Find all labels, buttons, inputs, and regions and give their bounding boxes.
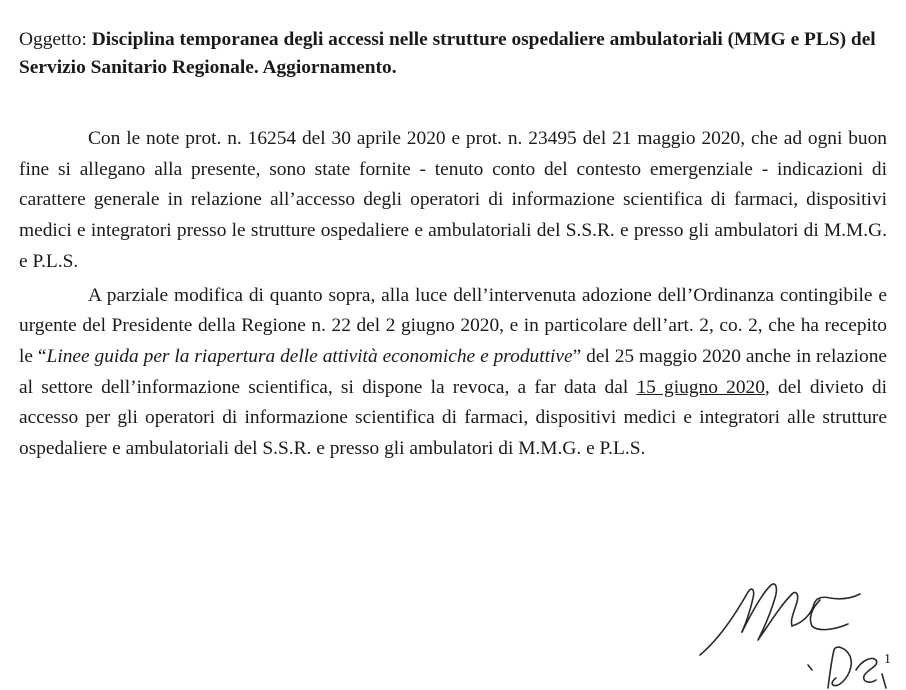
paragraph-2-part-1: A parziale modifica di quanto sopra, alla luce dell’intervenuta adozione dell’Ordinanza contingibile e urgente del Presidente della Regione n. 22 del 2 giugno 2020, e in particolare dell’art. 2, co. 2, che ha recepito le “: [19, 284, 887, 367]
document-body: [19, 124, 887, 468]
subject-label: Oggetto:: [19, 29, 92, 50]
paragraph-2-part-2: ” del 25 maggio 2020 anche in relazione al settore dell’informazione scientifica, si dispone la revoca, a far data dal: [19, 345, 888, 398]
paragraph-1: Con le note prot. n. 16254 del 30 aprile 2020 e prot. n. 23495 del 21 maggio 2020, che ad ogni buon fine si allegano alla presente, sono state fornite - tenuto conto del contesto emergenziale - indicazioni di carattere generale in relazione all’accesso degli operatori di informazione scientifica di farmaci, dispositivi medici e integratori presso le strutture ospedaliere e ambulatoriali del S.S.R. e presso gli ambulatori di M.M.G. e P.L.S.: [19, 128, 887, 272]
signature-initials-2: [808, 647, 886, 688]
page-number: 1: [884, 652, 891, 667]
paragraph-2: [19, 281, 887, 465]
signature-initials-1: [700, 584, 860, 655]
guideline-title: Linee guida per la riapertura delle attività economiche e produttive: [46, 345, 573, 367]
effective-date: 15 giugno 2020: [636, 376, 765, 398]
paragraph-2-part-3: , del divieto di accesso per gli operatori di informazione scientifica di farmaci, dispositivi medici e integratori alle strutture ospedaliere e ambulatoriali del S.S.R. e presso gli ambulatori di M.M.G. e P.L.S.: [19, 376, 887, 460]
subject-text: Disciplina temporanea degli accessi nelle strutture ospedaliere ambulatoriali (MMG e PLS) del Servizio Sanitario Regionale. Aggiornamento.: [19, 29, 876, 78]
subject-line: [19, 26, 889, 82]
